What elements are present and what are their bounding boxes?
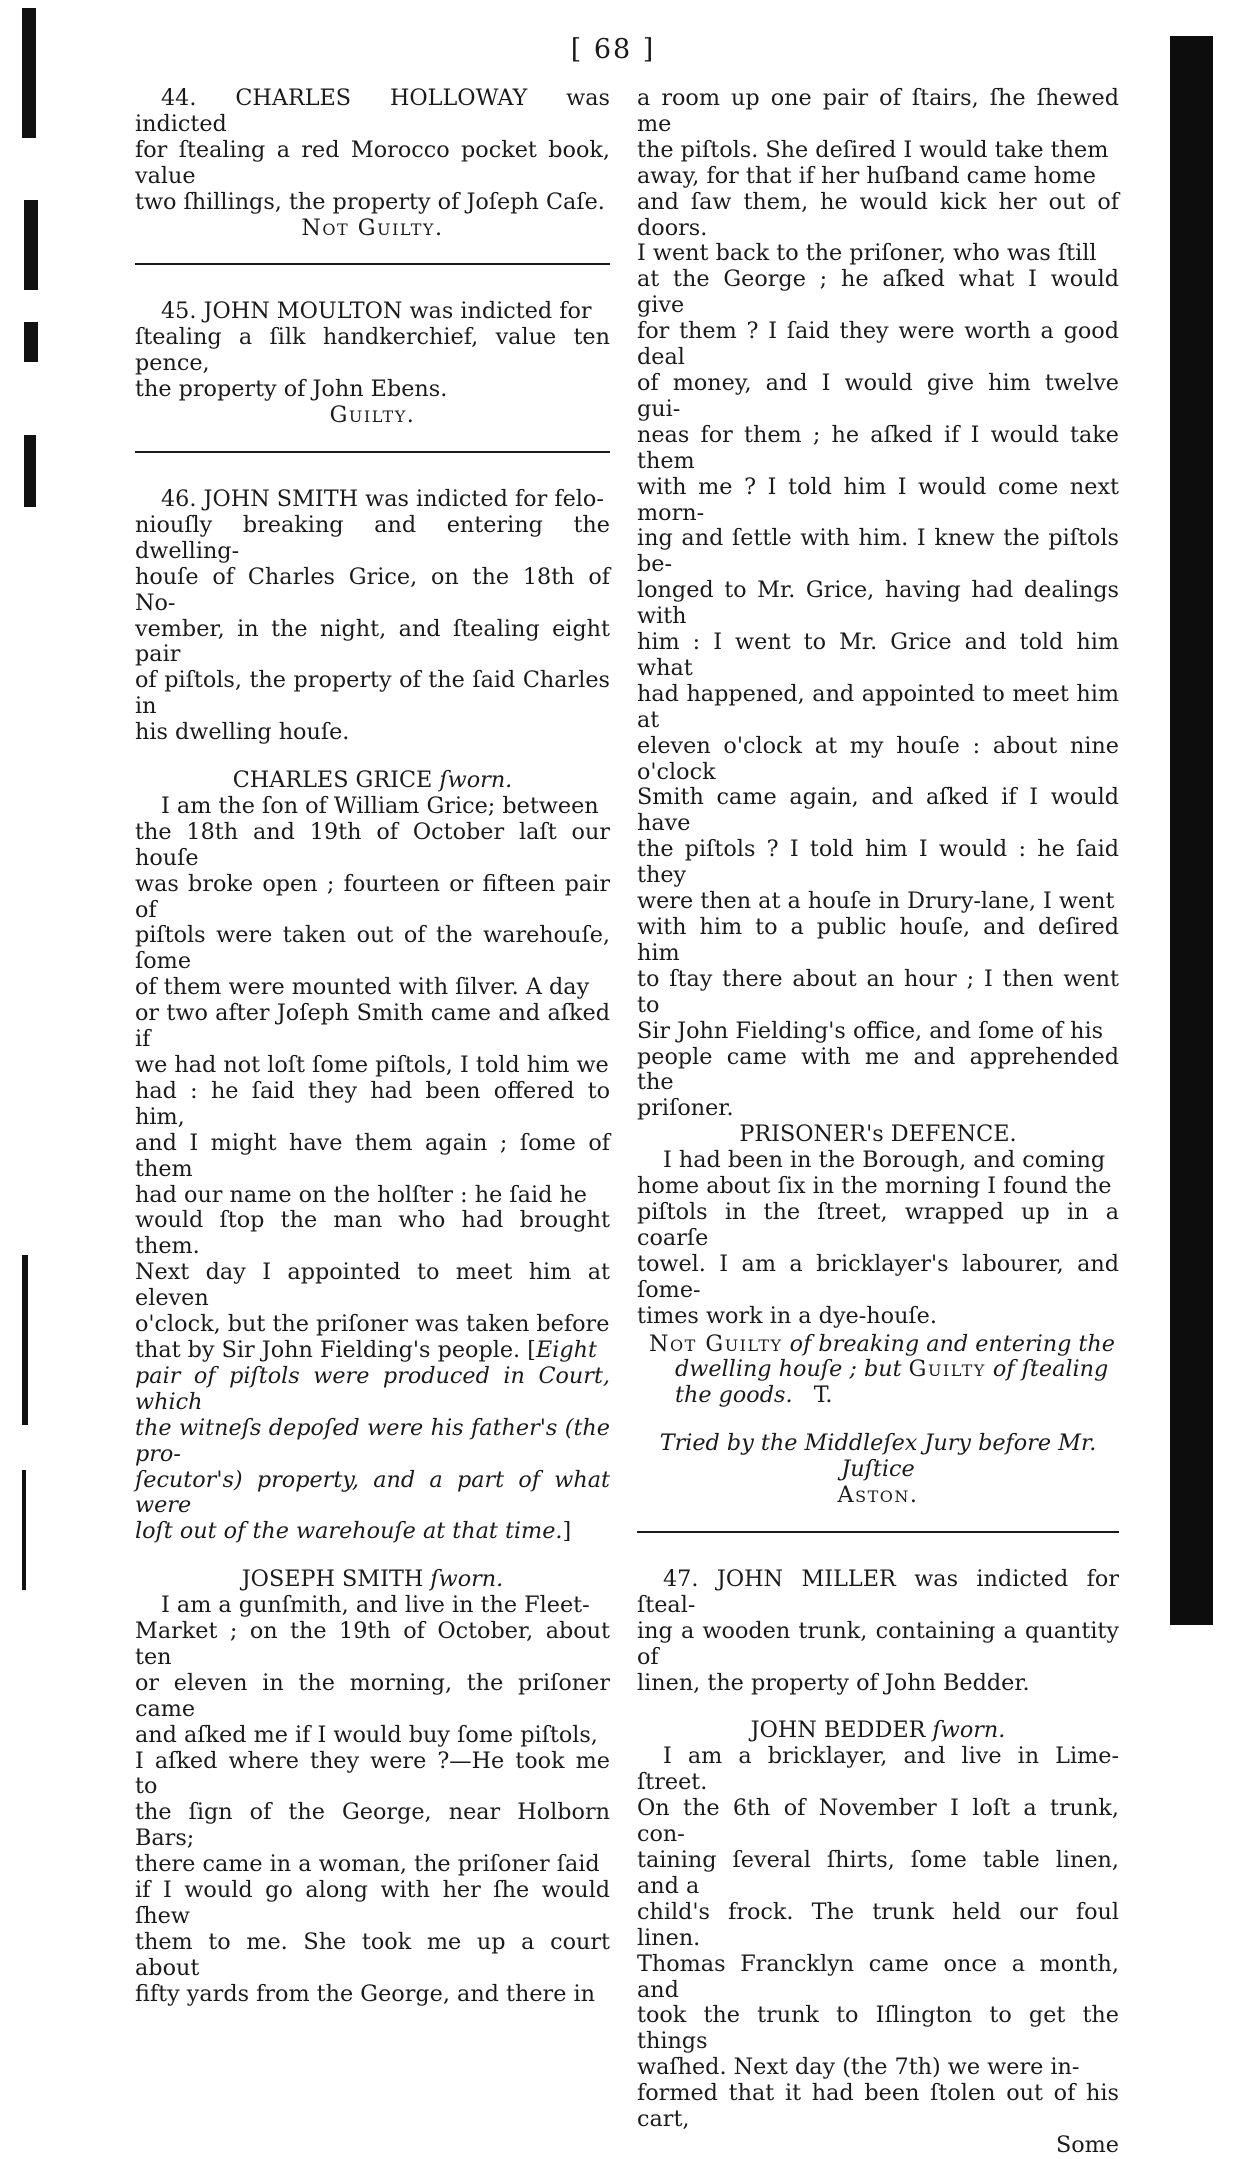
case-46-line: 46. JOHN SMITH was indicted for felo-: [161, 485, 604, 512]
witness-name: JOHN BEDDER: [750, 1717, 926, 1744]
testimony-line: Sir John Fielding's office, and ſome of his: [637, 1017, 1104, 1044]
testimony-line: were then at a houſe in Drury-lane, I went: [637, 888, 1115, 915]
witness-charles-grice: [135, 768, 610, 1545]
witness-heading: [135, 768, 610, 794]
verdict-text: the goods.: [675, 1382, 793, 1409]
italic-note-line: the witneſs depoſed were his father's (the pro-: [135, 1414, 610, 1467]
left-column: [135, 86, 610, 2008]
testimony-line: child's frock. The trunk held our foul linen.: [637, 1898, 1119, 1951]
testimony-line: took the trunk to Iſlington to get the things: [637, 2002, 1119, 2055]
testimony-line: a room up one pair of ſtairs, ſhe ſhewed me: [637, 85, 1119, 137]
case-45-verdict: Guilty.: [329, 402, 416, 429]
defence-heading: PRISONER's DEFENCE.: [739, 1121, 1017, 1148]
case-47-line: ing a wooden trunk, containing a quantity of: [637, 1617, 1119, 1670]
tried-by-note: [637, 1431, 1119, 1509]
scan-edge-mark: [22, 1255, 28, 1425]
testimony-line: the piſtols ? I told him I would : he ſaid they: [637, 836, 1119, 889]
testimony-line: I am the ſon of William Grice; between: [161, 792, 599, 819]
testimony-line: at the George ; he aſked what I would give: [637, 266, 1119, 319]
italic-note: loſt out of the warehouſe at that time.: [135, 1518, 563, 1545]
defence-line: piſtols in the ſtreet, wrapped up in a coarſe: [637, 1198, 1119, 1251]
testimony-line: had happened, and appointed to meet him at: [637, 680, 1119, 733]
testimony-line: the ſign of the George, near Holborn Bars;: [135, 1799, 610, 1852]
testimony-line: taining ſeveral ſhirts, ſome table linen, and a: [637, 1847, 1119, 1899]
bracket-end: ]: [562, 1518, 572, 1545]
case-46-line: houſe of Charles Grice, on the 18th of No-: [135, 563, 610, 616]
testimony-line: and aſked me if I would buy ſome piſtols,: [135, 1721, 598, 1748]
testimony-line: with him to a public houſe, and deſired him: [637, 914, 1119, 966]
case-44-line: for ſtealing a red Morocco pocket book, value: [135, 136, 610, 189]
sworn-label: ſworn.: [932, 1717, 1006, 1744]
case-47-line: linen, the property of John Bedder.: [637, 1669, 1030, 1696]
testimony-line: formed that it had been ſtolen out of his cart,: [637, 2080, 1119, 2133]
testimony-line: longed to Mr. Grice, having had dealings with: [637, 577, 1119, 630]
witness-joseph-smith: [135, 1567, 610, 2007]
verdict-text: of ſtealing: [985, 1356, 1109, 1383]
scan-edge-mark: [24, 200, 38, 290]
testimony-line: Smith came again, and aſked if I would have: [637, 784, 1119, 837]
witness-heading: [135, 1567, 610, 1593]
testimony-line: away, for that if her huſband came home: [637, 162, 1096, 189]
testimony-line: fifty yards from the George, and there in: [135, 1980, 595, 2007]
case-46-line: vember, in the night, and ſtealing eight pair: [135, 615, 610, 668]
judge-name: Aston.: [837, 1482, 919, 1509]
testimony-line: eleven o'clock at my houſe : about nine o'clock: [637, 732, 1119, 785]
testimony-line: Market ; on the 19th of October, about ten: [135, 1618, 610, 1670]
testimony-line: [135, 1338, 610, 1364]
testimony-line: there came in a woman, the priſoner ſaid: [135, 1851, 600, 1878]
case-44: [135, 86, 610, 241]
testimony-line: we had not loſt ſome piſtols, I told him we: [135, 1052, 609, 1078]
case-46-line: of piſtols, the property of the ſaid Charles in: [135, 667, 610, 720]
defence-line: towel. I am a bricklayer's labourer, and ſome-: [637, 1250, 1119, 1303]
testimony-line: had our name on the holſter : he ſaid he: [135, 1181, 588, 1208]
defence-line: home about ſix in the morning I found the: [637, 1173, 1112, 1200]
prisoner-defence: [637, 1122, 1119, 1329]
witness-john-bedder: [637, 1718, 1119, 2158]
defence-line: times work in a dye-houſe.: [637, 1302, 937, 1329]
case-44-line: two ſhillings, the property of Joſeph Caſe.: [135, 188, 605, 215]
bracket-start: that by Sir John Fielding's people. [: [135, 1336, 536, 1363]
right-column: [637, 86, 1119, 2159]
witness-name: CHARLES GRICE: [232, 767, 433, 794]
sworn-label: ſworn.: [439, 767, 513, 794]
testimony-line: Thomas Francklyn came once a month, and: [637, 1950, 1119, 2003]
testimony-line: I am a gunſmith, and live in the Fleet-: [161, 1592, 590, 1619]
scan-edge-mark: [24, 435, 36, 507]
case-47-line: 47. JOHN MILLER was indicted for ſteal-: [637, 1565, 1119, 1618]
testimony-line: I went back to the priſoner, who was ſtill: [637, 240, 1097, 267]
case-46: [135, 487, 610, 746]
case-47: [637, 1567, 1119, 1697]
scan-edge-mark: [22, 1470, 26, 1590]
case-46-line: niouſly breaking and entering the dwelling-: [135, 511, 610, 564]
testimony-line: neas for them ; he aſked if I would take them: [637, 421, 1119, 474]
testimony-line: or two after Joſeph Smith came and aſked if: [135, 1000, 610, 1053]
testimony-line: I am a bricklayer, and live in Lime-ſtreet.: [637, 1743, 1119, 1796]
italic-note-line: pair of piſtols were produced in Court, which: [135, 1362, 610, 1415]
italic-note: Eight: [535, 1336, 597, 1363]
verdict-guilty: Guilty: [908, 1356, 986, 1383]
testimony-line: piſtols were taken out of the warehouſe, ſome: [135, 922, 610, 975]
testimony-line: people came with me and apprehended the: [637, 1043, 1119, 1096]
testimony-line: if I would go along with her ſhe would ſhew: [135, 1877, 610, 1929]
testimony-line: the piſtols. She deſired I would take them: [637, 136, 1109, 163]
case-46-line: his dwelling houſe.: [135, 719, 350, 746]
verdict-line: [637, 1332, 1119, 1358]
case-45-line: 45. JOHN MOULTON was indicted for: [161, 298, 592, 325]
case-44-verdict: Not Guilty.: [301, 214, 444, 241]
verdict-not-guilty: Not Guilty: [649, 1330, 783, 1357]
case-45-line: the property of John Ebens.: [135, 376, 448, 403]
verdict-text: of breaking and entering the: [782, 1330, 1115, 1357]
testimony-line: to ſtay there about an hour ; I then went to: [637, 965, 1119, 1018]
testimony-line: and ſaw them, he would kick her out of doors.: [637, 188, 1119, 241]
scan-edge-mark: [22, 8, 36, 138]
witness-heading: [637, 1718, 1119, 1744]
testimony-line: I aſked where they were ?—He took me to: [135, 1747, 610, 1800]
testimony-line: would ſtop the man who had brought them.: [135, 1207, 610, 1260]
testimony-line: o'clock, but the priſoner was taken before: [135, 1311, 610, 1338]
testimony-line: of money, and I would give him twelve gui-: [637, 369, 1119, 422]
testimony-line: the 18th and 19th of October laſt our houſe: [135, 818, 610, 871]
case-44-line: 44. CHARLES HOLLOWAY was indicted: [135, 85, 610, 137]
testimony-continuation: [637, 86, 1119, 1122]
testimony-line: had : he ſaid they had been offered to him,: [135, 1077, 610, 1130]
testimony-line: him : I went to Mr. Grice and told him what: [637, 629, 1119, 681]
verdict-line: [637, 1357, 1119, 1383]
testimony-line: and I might have them again ; ſome of them: [135, 1129, 610, 1182]
page-number: [ 68 ]: [570, 34, 656, 65]
testimony-line: or eleven in the morning, the priſoner came: [135, 1669, 610, 1722]
case-45-line: ſtealing a ſilk handkerchief, value ten pence,: [135, 324, 610, 377]
sworn-label: ſworn.: [430, 1566, 504, 1593]
case-46-verdict: [637, 1332, 1119, 1410]
testimony-line: for them ? I ſaid they were worth a good deal: [637, 318, 1119, 371]
testimony-line: Next day I appointed to meet him at eleven: [135, 1259, 610, 1312]
testimony-line: was broke open ; fourteen or fifteen pair of: [135, 870, 610, 923]
scan-binding-strip: [1170, 36, 1213, 1625]
verdict-text: dwelling houſe ; but: [675, 1356, 909, 1383]
witness-name: JOSEPH SMITH: [241, 1566, 424, 1593]
testimony-line: waſhed. Next day (the 7th) we were in-: [637, 2054, 1080, 2081]
italic-note-line: [135, 1519, 610, 1545]
defence-line: I had been in the Borough, and coming: [663, 1147, 1106, 1174]
tried-by-line: Tried by the Middleſex Jury before Mr. Juſtice: [659, 1430, 1097, 1483]
testimony-line: On the 6th of November I loſt a trunk, con-: [637, 1795, 1119, 1848]
scan-edge-mark: [24, 322, 38, 362]
case-45: [135, 299, 610, 429]
italic-note-line: ſecutor's) property, and a part of what were: [135, 1466, 610, 1519]
testimony-line: ing and ſettle with him. I knew the piſtols be-: [637, 525, 1119, 578]
catchword: Some: [1055, 2131, 1119, 2158]
testimony-line: priſoner.: [637, 1095, 734, 1122]
testimony-line: them to me. She took me up a court about: [135, 1928, 610, 1981]
verdict-line: [637, 1383, 1119, 1409]
testimony-line: with me ? I told him I would come next morn-: [637, 473, 1119, 526]
sentence-mark: T.: [813, 1382, 833, 1409]
testimony-line: of them were mounted with ſilver. A day: [135, 974, 590, 1001]
